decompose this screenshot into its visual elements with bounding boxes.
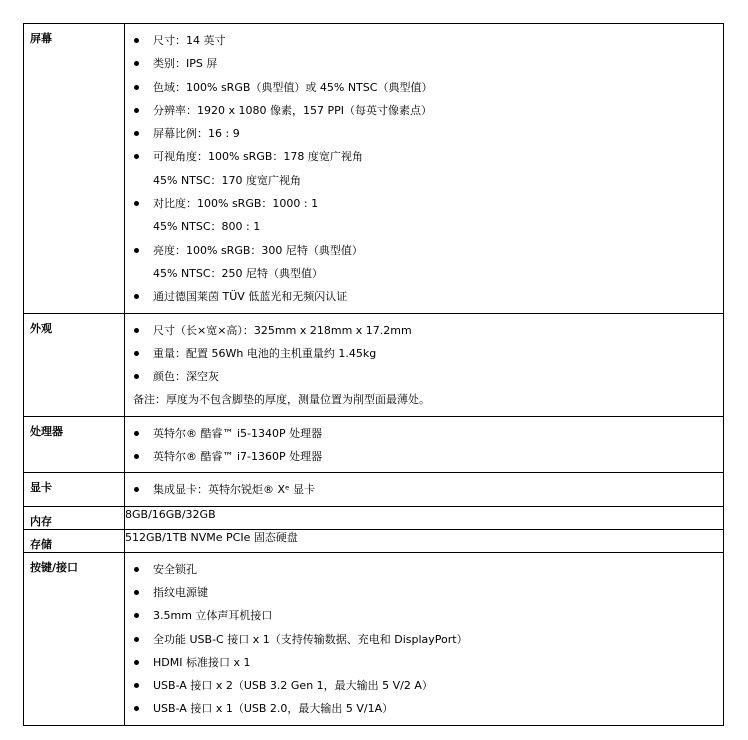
spec-list-continuation: 45% NTSC：250 尼特（典型值） [153, 266, 324, 280]
spec-row-content [125, 24, 724, 314]
spec-list [125, 417, 723, 473]
spec-row-label: 按键/接口 [24, 552, 125, 725]
spec-row-value: 8GB/16GB/32GB [125, 506, 724, 529]
spec-list-continuation: 45% NTSC：800 : 1 [153, 220, 261, 234]
spec-list [125, 473, 723, 505]
spec-list-item: 尺寸（长×宽×高）：325mm x 218mm x 17.2mm [125, 319, 723, 342]
spec-list-item: 3.5mm 立体声耳机接口 [125, 604, 723, 627]
spec-list-continuation: 45% NTSC：170 度宽广视角 [153, 173, 302, 187]
spec-row-content [125, 416, 724, 473]
spec-row-label: 外观 [24, 313, 125, 416]
spec-table [23, 23, 724, 726]
spec-list-item: HDMI 标准接口 x 1 [125, 651, 723, 674]
spec-list-item: 通过德国莱茵 TÜV 低蓝光和无频闪认证 [125, 285, 723, 308]
spec-row [24, 552, 724, 725]
spec-row [24, 313, 724, 416]
spec-table-body [24, 24, 724, 726]
spec-list-item: 分辨率：1920 x 1080 像素，157 PPI（每英寸像素点） [125, 99, 723, 122]
spec-row-content [125, 552, 724, 725]
spec-row [24, 416, 724, 473]
spec-row [24, 506, 724, 529]
spec-list-item: 集成显卡：英特尔锐炬® Xᵉ 显卡 [125, 478, 723, 501]
spec-list [125, 314, 723, 416]
spec-list-item: 尺寸：14 英寸 [125, 29, 723, 52]
spec-row [24, 24, 724, 314]
spec-list [125, 24, 723, 313]
spec-row-value: 512GB/1TB NVMe PCIe 固态硬盘 [125, 529, 724, 552]
spec-row-label: 屏幕 [24, 24, 125, 314]
spec-row-content [125, 313, 724, 416]
spec-row-content [125, 473, 724, 506]
spec-list-item: 全功能 USB-C 接口 x 1（支持传输数据、充电和 DisplayPort） [125, 628, 723, 651]
spec-list-item: 英特尔® 酷睿™ i5-1340P 处理器 [125, 422, 723, 445]
spec-list-item: 对比度：100% sRGB：1000 : 1 [125, 192, 723, 215]
spec-list-item: USB-A 接口 x 2（USB 3.2 Gen 1，最大输出 5 V/2 A） [125, 674, 723, 697]
spec-list-item: 英特尔® 酷睿™ i7-1360P 处理器 [125, 445, 723, 468]
spec-list-item: 色域：100% sRGB（典型值）或 45% NTSC（典型值） [125, 76, 723, 99]
spec-list-item: 指纹电源键 [125, 581, 723, 604]
spec-list-item: 颜色：深空灰 [125, 365, 723, 388]
spec-row-label: 处理器 [24, 416, 125, 473]
spec-row-label: 内存 [24, 506, 125, 529]
spec-row [24, 529, 724, 552]
spec-list-item: 可视角度：100% sRGB：178 度宽广视角 [125, 145, 723, 168]
spec-row-label: 存储 [24, 529, 125, 552]
spec-list-item: 屏幕比例：16 : 9 [125, 122, 723, 145]
spec-list-item: 重量：配置 56Wh 电池的主机重量约 1.45kg [125, 342, 723, 365]
spec-list-item: USB-A 接口 x 1（USB 2.0，最大输出 5 V/1A） [125, 697, 723, 720]
spec-list-item: 安全锁孔 [125, 558, 723, 581]
spec-list-item: 亮度：100% sRGB：300 尼特（典型值） [125, 239, 723, 262]
spec-row-label: 显卡 [24, 473, 125, 506]
spec-list [125, 553, 723, 725]
spec-list-item: 类别：IPS 屏 [125, 52, 723, 75]
spec-row [24, 473, 724, 506]
spec-note: 备注：厚度为不包含脚垫的厚度，测量位置为削型面最薄处。 [133, 393, 430, 407]
